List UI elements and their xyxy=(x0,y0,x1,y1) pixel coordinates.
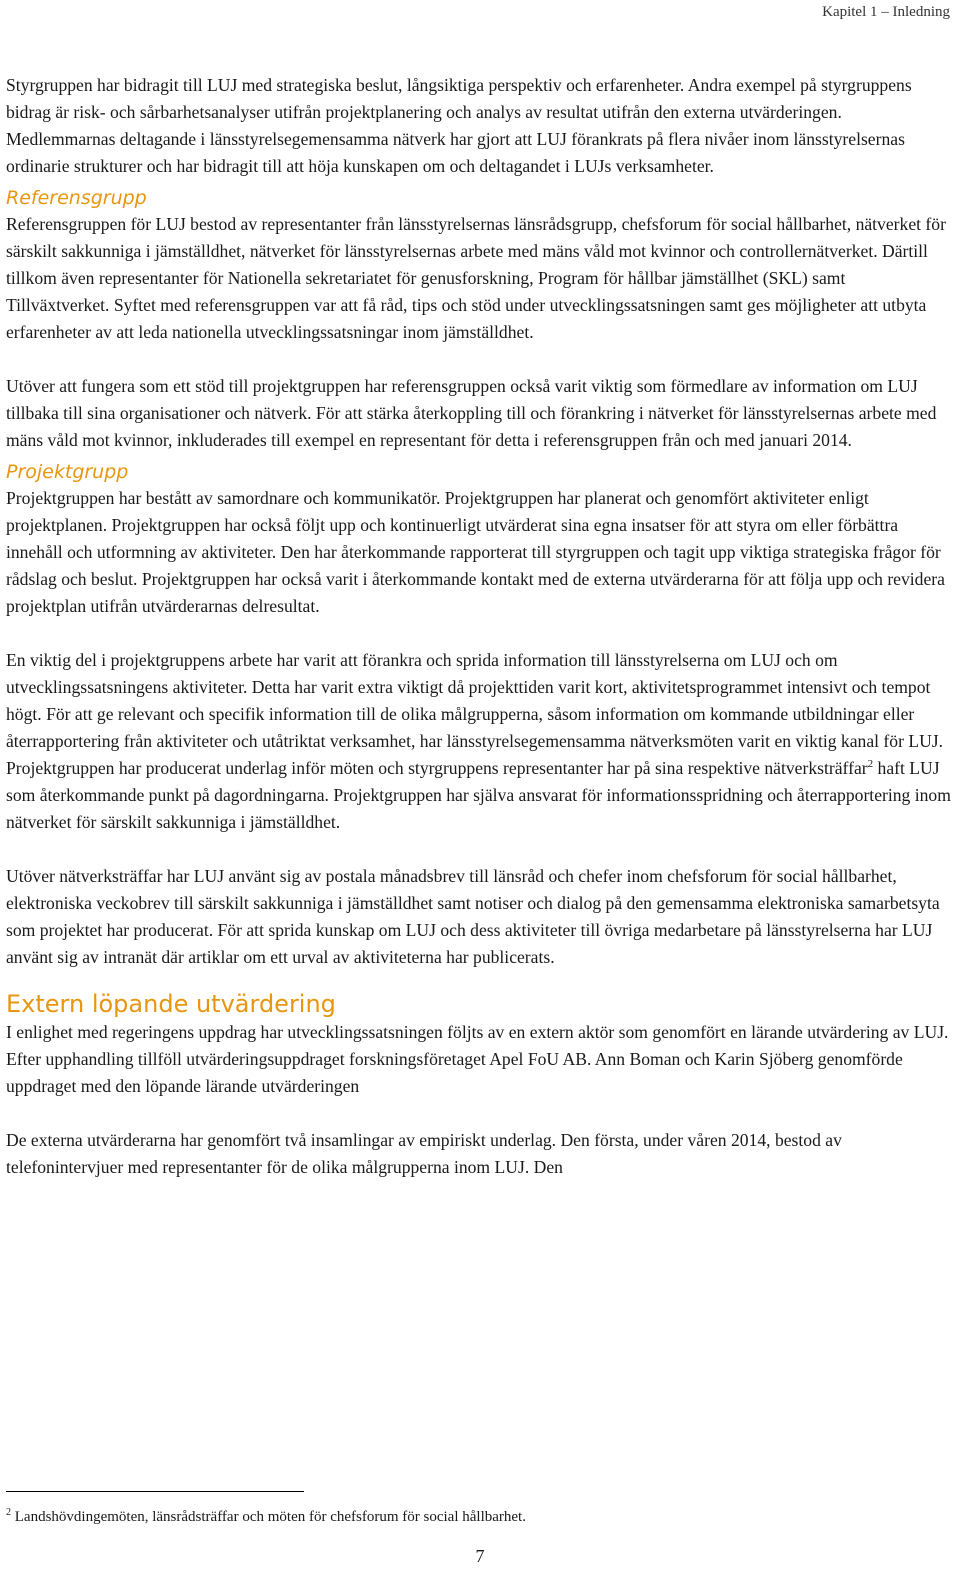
paragraph-projektgrupp-2 xyxy=(6,647,952,836)
footnote-text: Landshövdingemöten, länsrådsträffar och möten för chefsforum för social hållbarhet. xyxy=(11,1509,526,1525)
paragraph-extern-2: De externa utvärderarna har genomfört två insamlingar av empiriskt underlag. Den första, under våren 2014, bestod av telefonintervjuer med representanter för de olika målgrupperna inom LUJ. Den xyxy=(6,1130,842,1177)
footnote-number: 2 xyxy=(6,1507,11,1518)
footnote-reference[interactable]: 2 xyxy=(867,758,874,771)
running-header: Kapitel 1 – Inledning xyxy=(822,4,950,20)
paragraph-text: En viktig del i projektgruppens arbete har varit att förankra och sprida information till länsstyrelserna om LUJ och om utvecklingssatsningens aktiviteter. Detta har varit extra viktigt då projekttiden varit kort, aktivitetsprogrammet intensivt och tempot högt. För att ge relevant och specifik information till de olika målgrupperna, såsom information om kommande utbildningar eller återrapportering från aktiviteter och utåtriktat verksamhet, har länsstyrelsegemensamma nätverksmöten varit en viktig kanal för LUJ. Projektgruppen har producerat underlag inför möten och styrgruppens representanter har på sina respektive nätverksträffar xyxy=(6,650,944,778)
page-number: 7 xyxy=(475,1546,485,1566)
paragraph-referensgrupp-2: Utöver att fungera som ett stöd till projektgruppen har referensgruppen också varit viktig som förmedlare av information om LUJ tillbaka till sina organisationer och nätverk. För att stärka återkoppling till och förankring i nätverket för länsstyrelsernas arbete med mäns våld mot kvinnor, inkluderades till exempel en representant för detta i referensgruppen från och med januari 2014. xyxy=(6,376,937,450)
heading-referensgrupp: Referensgrupp xyxy=(6,187,147,209)
heading-projektgrupp: Projektgrupp xyxy=(6,461,129,483)
paragraph-projektgrupp-1: Projektgruppen har bestått av samordnare och kommunikatör. Projektgruppen har planerat och genomfört aktiviteter enligt projektplanen. Projektgruppen har också följt upp och kontinuerligt utvärderat sina egna insatser för att styra om eller förbättra innehåll och utformning av aktiviteter. Den har återkommande rapporterat till styrgruppen och tagit upp viktiga strategiska frågor för rådslag och beslut. Projektgruppen har också varit i återkommande kontakt med de externa utvärderarna för att följa upp och revidera projektplan utifrån utvärderarnas delresultat. xyxy=(6,488,945,616)
heading-extern-utvardering: Extern löpande utvärdering xyxy=(6,990,336,1018)
paragraph-text: haft LUJ som återkommande punkt på dagordningarna. Projektgruppen har själva ansvarat för informationsspridning och återrapportering inom nätverket för särskilt sakkunniga i jämställdhet. xyxy=(6,758,951,832)
document-body xyxy=(6,72,952,1181)
footnote xyxy=(6,1503,526,1527)
paragraph-styrgrupp: Styrgruppen har bidragit till LUJ med strategiska beslut, långsiktiga perspektiv och erfarenheter. Andra exempel på styrgruppens bidrag är risk- och sårbarhetsanalyser utifrån projektplanering och analys av resultat utifrån den externa utvärderingen. Medlemmarnas deltagande i länsstyrelsegemensamma nätverk har gjort att LUJ förankrats på flera nivåer inom länsstyrelsernas ordinarie strukturer och har bidragit till att höja kunskapen om och deltagandet i LUJs verksamheter. xyxy=(6,75,912,176)
paragraph-extern-1: I enlighet med regeringens uppdrag har utvecklingssatsningen följts av en extern aktör som genomfört en lärande utvärdering av LUJ. Efter upphandling tillföll utvärderingsuppdraget forskningsföretaget Apel FoU AB. Ann Boman och Karin Sjöberg genomförde uppdraget med den löpande lärande utvärderingen xyxy=(6,1022,949,1096)
paragraph-projektgrupp-3: Utöver nätverksträffar har LUJ använt sig av postala månadsbrev till länsråd och chefer inom chefsforum för social hållbarhet, elektroniska veckobrev till särskilt sakkunniga i jämställdhet samt notiser och dialog på den gemensamma elektroniska samarbetsyta som projektet har producerat. För att sprida kunskap om LUJ och dess aktiviteter till övriga medarbetare på länsstyrelserna har LUJ använt sig av intranät där artiklar om ett urval av aktiviteterna har publicerats. xyxy=(6,866,940,967)
paragraph-referensgrupp-1: Referensgruppen för LUJ bestod av representanter från länsstyrelsernas länsrådsgrupp, chefsforum för social hållbarhet, nätverket för särskilt sakkunniga i jämställdhet, nätverket för länsstyrelsernas arbete med mäns våld mot kvinnor och controllernätverket. Därtill tillkom även representanter för Nationella sekretariatet för genusforskning, Program för hållbar jämställhet (SKL) samt Tillväxtverket. Syftet med referensgruppen var att få råd, tips och stöd under utvecklingssatsningen samt ges möjligheter att utbyta erfarenheter av att leda nationella utvecklingssatsningar inom jämställdhet. xyxy=(6,214,946,342)
footnote-divider xyxy=(6,1491,304,1492)
